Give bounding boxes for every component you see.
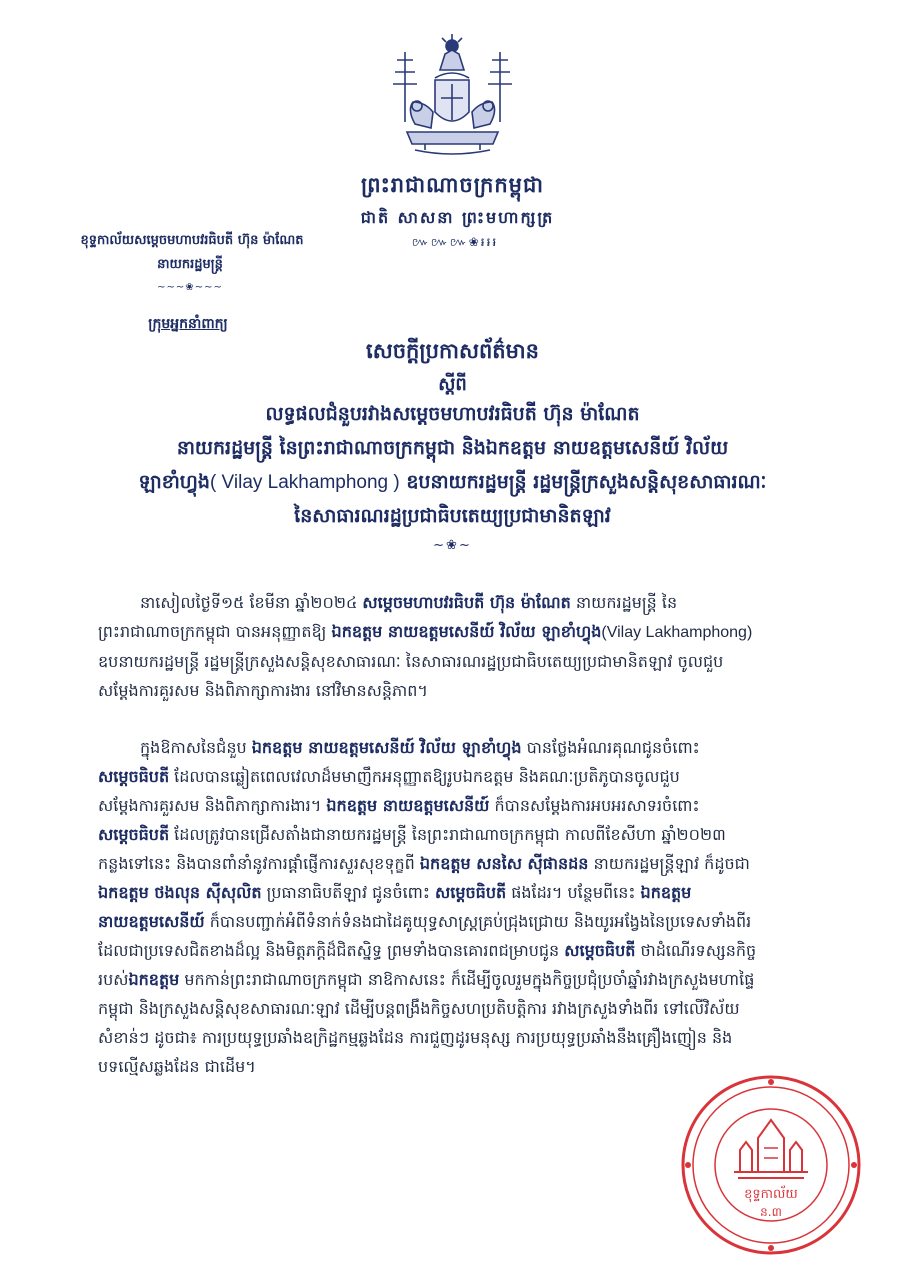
text-run: ដែលត្រូវបានជ្រើសតាំងជានាយករដ្ឋមន្ត្រី នៃព្រះរាជាណាចក្រកម្ពុជា កាលពីខែសីហា ឆ្នាំ២០២៣: [169, 825, 726, 844]
document-about: ស្តីពី: [438, 374, 467, 395]
document-title: សេចក្តីប្រកាសព័ត៌មាន: [366, 339, 539, 363]
paragraph-line: [98, 588, 858, 617]
headline-name-latin: ( Vilay Lakhamphong ): [209, 472, 400, 493]
text-run: ដែលបានឆ្លៀតពេលវេលាដ៏មមាញឹកអនុញ្ញាតឱ្យរូបឯកឧត្តម និងគណៈប្រតិភូបានចូលជួប: [169, 767, 680, 786]
motto-ornament: ៚៚៚❀៛៛៛: [411, 235, 499, 249]
headline-line-2: នាយករដ្ឋមន្ត្រី នៃព្រះរាជាណាចក្រកម្ពុជា និងឯកឧត្តម នាយឧត្តមសេនីយ៍ វិល័យ: [176, 437, 729, 459]
paragraph-line: [98, 936, 858, 965]
text-run: បទល្មើសឆ្លងដែន ជាដើម។: [98, 1057, 256, 1076]
headline-role: ឧបនាយករដ្ឋមន្ត្រី រដ្ឋមន្ត្រីក្រសួងសន្តិសុខសាធារណៈ: [406, 471, 767, 493]
text-run: កន្លងទៅនេះ និងបានពាំនាំនូវការផ្តាំផ្ញើការសួរសុខទុក្ខពី: [98, 854, 420, 873]
paragraph-line: [98, 965, 858, 994]
bold-run: នាយឧត្តមសេនីយ៍: [98, 912, 205, 931]
text-run: នាយករដ្ឋមន្ត្រី នៃ: [570, 593, 678, 612]
seal-office-text: ខុទ្ទកាល័យ: [744, 1187, 798, 1202]
office-ornament: ~~~❀~~~: [157, 282, 223, 293]
bold-run: សម្តេចធិបតី: [564, 941, 636, 960]
bold-run: ឯកឧត្តម នាយឧត្តមសេនីយ៍ វិល័យ ឡាខាំហ្វុង: [251, 738, 522, 757]
text-run: ឧបនាយករដ្ឋមន្ត្រី រដ្ឋមន្ត្រីក្រសួងសន្តិសុខសាធារណៈ នៃសាធារណរដ្ឋប្រជាធិបតេយ្យប្រជាមានិតឡាវ ចូលជួប: [98, 652, 724, 671]
text-run: សម្តែងការគួរសម និងពិភាក្សាការងារ នៅវិមានសន្តិភាព។: [98, 681, 428, 700]
paragraph-line: [98, 647, 858, 676]
text-run: កម្ពុជា និងក្រសួងសន្តិសុខសាធារណៈឡាវ ដើម្បីបន្តពង្រឹងកិច្ចសហប្រតិបត្តិការ រវាងក្រសួងទាំងពីរ ទៅលើវិស័យ: [98, 999, 740, 1018]
paragraph-line: [98, 1023, 858, 1052]
seal-number-text: ន.៣: [760, 1205, 782, 1219]
angkor-temple-seal-icon: [678, 1072, 864, 1258]
paragraph-2: [98, 733, 858, 1081]
text-run: បានថ្លែងអំណរគុណជូនចំពោះ: [521, 738, 700, 757]
text-run: ថាដំណើរទស្សនកិច្ច: [635, 941, 757, 960]
paragraph-line: [98, 762, 858, 791]
title-ornament: ~❀~: [433, 538, 472, 553]
paragraph-line: [98, 994, 858, 1023]
bold-run: ឯកឧត្តម នាយឧត្តមសេនីយ៍: [326, 796, 490, 815]
spokesperson-team: ក្រុមអ្នកនាំពាក្យ: [148, 316, 228, 332]
text-run: របស់: [98, 970, 129, 989]
paragraph-line: [98, 617, 858, 647]
headline-line-3: [70, 468, 835, 497]
kingdom-motto: ជាតិ សាសនា ព្រះមហាក្សត្រ: [360, 208, 555, 227]
office-role: នាយករដ្ឋមន្ត្រី: [157, 257, 223, 272]
paragraph-line: [98, 733, 858, 762]
office-name: ខុទ្ទកាល័យសម្ដេចមហាបវរធិបតី ហ៊ុន ម៉ាណែត: [80, 233, 304, 248]
bold-run: សម្តេចធិបតី: [98, 825, 170, 844]
text-run: ក្នុងឱកាសនៃជំនួប: [140, 738, 252, 757]
latin-run: (Vilay Lakhamphong): [601, 624, 753, 641]
text-run: មកកាន់ព្រះរាជាណាចក្រកម្ពុជា នាឱកាសនេះ ក៏ដើម្បីចូលរួមក្នុងកិច្ចប្រជុំប្រចាំឆ្នាំរវាងក្រសួងមហាផ្ទៃ: [179, 970, 755, 989]
paragraph-line: [98, 907, 858, 936]
paragraph-line: [98, 676, 858, 705]
bold-run: ឯកឧត្តម ថងលុន ស៊ីសុលិត: [98, 883, 262, 902]
text-run: ដែលជាប្រទេសជិតខាងដ៏ល្អ និងមិត្តភក្តិដ៏ជិតស្និទ្ធ ព្រមទាំងបានគោរពជម្រាបជូន: [98, 941, 565, 960]
text-run: ផងដែរ។ បន្ថែមពីនេះ: [506, 883, 641, 902]
text-run: សម្តែងការគួរសម និងពិភាក្សាការងារ។: [98, 796, 327, 815]
paragraph-line: [98, 820, 858, 849]
bold-run: សម្តេចធិបតី: [98, 767, 170, 786]
paragraph-line: [98, 849, 858, 878]
bold-run: ឯកឧត្តម សនសៃ ស៊ីផានដន: [419, 854, 589, 873]
headline-name-khmer: ឡាខាំហ្វុង: [138, 471, 210, 493]
text-run: សំខាន់ៗ ដូចជា៖ ការប្រយុទ្ធប្រឆាំងឧក្រិដ្ឋកម្មឆ្លងដែន ការជួញដូរមនុស្ស ការប្រយុទ្ធប្រឆាំងនឹងគ្រឿងញៀន និង: [98, 1028, 733, 1047]
bold-run: សម្តេចមហាបវរធិបតី ហ៊ុន ម៉ាណែត: [362, 593, 571, 612]
bold-run: ឯកឧត្តម: [128, 970, 180, 989]
text-run: នាយករដ្ឋមន្ត្រីឡាវ ក៏ដូចជា: [588, 854, 750, 873]
text-run: ក៏បានបញ្ជាក់អំពីទំនាក់ទំនងជាដៃគូយុទ្ធសាស្ត្រគ្រប់ជ្រុងជ្រោយ និងយូរអង្វែងនៃប្រទេសទាំងពីរ: [204, 912, 752, 931]
paragraph-line: [98, 791, 858, 820]
paragraph-1: [98, 588, 858, 705]
royal-arms-of-cambodia-icon: [385, 32, 520, 162]
bold-run: ឯកឧត្តម: [640, 883, 692, 902]
bold-run: សម្តេចធិបតី: [435, 883, 507, 902]
text-run: ប្រធានាធិបតីឡាវ ជូនចំពោះ: [261, 883, 436, 902]
kingdom-title: ព្រះរាជាណាចក្រកម្ពុជា: [360, 173, 544, 197]
headline-line-4: នៃសាធារណរដ្ឋប្រជាធិបតេយ្យប្រជាមានិតឡាវ: [294, 505, 611, 527]
text-run: នាសៀលថ្ងៃទី១៥ ខែមីនា ឆ្នាំ២០២៤: [140, 593, 363, 612]
headline-line-1: លទ្ធផលជំនួបរវាងសម្តេចមហាបវរធិបតី ហ៊ុន ម៉ាណែត: [265, 403, 640, 425]
text-run: ក៏បានសម្តែងការអបអរសាទរចំពោះ: [489, 796, 700, 815]
bold-run: ឯកឧត្តម នាយឧត្តមសេនីយ៍ វិល័យ ឡាខាំហ្វុង: [331, 622, 602, 641]
paragraph-line: [98, 878, 858, 907]
text-run: ព្រះរាជាណាចក្រកម្ពុជា បានអនុញ្ញាតឱ្យ: [98, 622, 332, 641]
